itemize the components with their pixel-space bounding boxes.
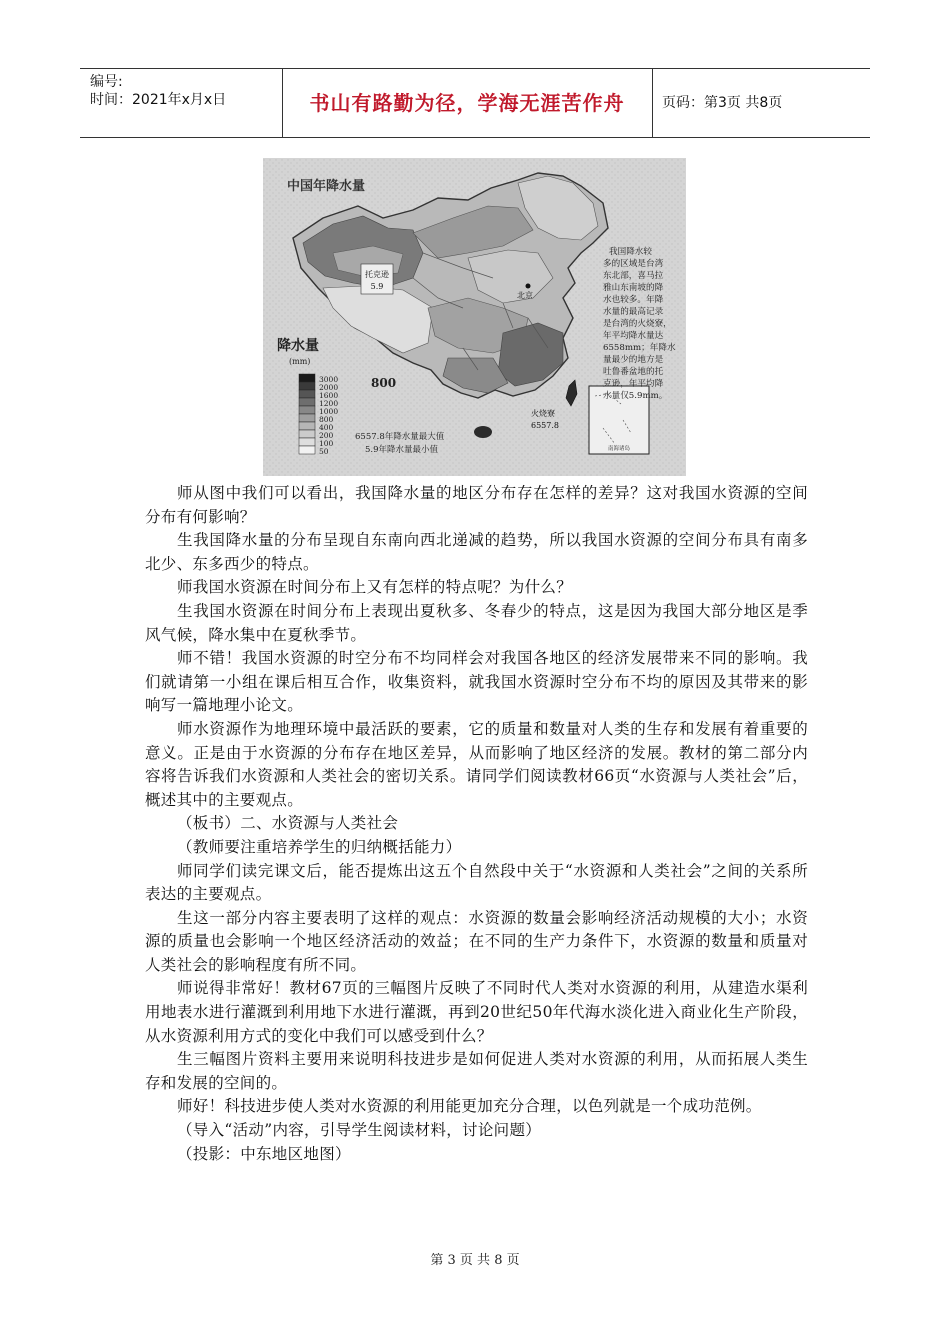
legend-value: 1000 <box>319 407 339 416</box>
header-page-number: 页码：第3页 共8页 <box>662 95 783 111</box>
side-note-line: 6558mm；年降水 <box>603 343 676 353</box>
side-note-line: 是台湾的火烧寮， <box>603 319 672 329</box>
paragraph: 生我国水资源在时间分布上表现出夏秋多、冬春少的特点，这是因为我国大部分地区是季风气候，降水集中在夏秋季节。 <box>145 601 808 644</box>
side-note-line: 克逊，年平均降 <box>603 379 664 389</box>
paragraph: 师好！科技进步使人类对水资源的利用能更加充分合理，以色列就是一个成功范例。 <box>177 1097 762 1116</box>
legend-value: 800 <box>319 415 334 424</box>
paragraph: （教师要注重培养学生的归纳概括能力） <box>177 837 462 856</box>
side-note-line: 多的区域是台湾 <box>603 259 664 269</box>
huoshaoliao-label: 火烧寮 <box>531 409 555 418</box>
legend-value: 200 <box>319 431 334 440</box>
paragraph: 生我国降水量的分布呈现自东南向西北递减的趋势，所以我国水资源的空间分布具有南多北少、东多西少的特点。 <box>145 531 808 573</box>
side-note-line: 水也较多。年降 <box>603 295 664 305</box>
huoshaoliao-value: 6557.8 <box>531 421 559 430</box>
paragraph: 师说得非常好！教材67页的三幅图片反映了不同时代人类对水资源的利用，从建造水渠利用地表水进行灌溉到利用地下水进行灌溉，再到20世纪50年代海水淡化进入商业化生产阶段，从水资源利用方式的变化中我们可以感受到什么？ <box>145 979 808 1045</box>
header-motto: 书山有路勤为径，学海无涯苦作舟 <box>309 91 625 115</box>
legend-value: 3000 <box>319 375 339 384</box>
footer-page-number: 第 3 页 共 8 页 <box>430 1253 520 1268</box>
side-note-line: 量最少的地方是 <box>603 355 664 365</box>
paragraph: 师从图中我们可以看出，我国降水量的地区分布存在怎样的差异？这对我国水资源的空间分布有何影响？ <box>145 484 808 526</box>
side-note-line: 东北部，喜马拉 <box>603 271 664 281</box>
beijing-marker <box>526 284 531 289</box>
lesson-body <box>145 482 808 1166</box>
document-date-label: 时间：2021年x月x日 <box>90 92 227 108</box>
header-left-cell <box>80 69 283 137</box>
precipitation-map-figure <box>263 158 686 476</box>
paragraph: 生三幅图片资料主要用来说明科技进步是如何促进人类对水资源的利用，从而拓展人类生存和发展的空间的。 <box>145 1050 808 1092</box>
side-note-line: 我国降水较 <box>609 247 652 257</box>
hainan-island <box>474 426 492 438</box>
legend-title: 降水量 <box>277 338 319 354</box>
tuokexun-label: 托克逊 <box>365 270 389 279</box>
paragraph: （导入“活动”内容，引导学生阅读材料，讨论问题） <box>177 1121 542 1140</box>
paragraph: 师我国水资源在时间分布上又有怎样的特点呢？为什么？ <box>177 578 573 597</box>
side-note-line: 吐鲁番盆地的托 <box>603 367 664 377</box>
legend-value: 50 <box>319 447 329 456</box>
paragraph: （板书）二、水资源与人类社会 <box>177 814 399 833</box>
contour-800-label: 800 <box>371 376 397 390</box>
legend-value: 1200 <box>319 399 339 408</box>
header-motto-cell <box>282 69 653 137</box>
side-note-line: 水量的最高记录 <box>603 307 664 317</box>
paragraph: （投影：中东地区地图） <box>177 1144 351 1163</box>
legend-unit: (mm) <box>289 357 311 366</box>
paragraph: 生这一部分内容主要表明了这样的观点：水资源的数量会影响经济活动规模的大小；水资源的质量也会影响一个地区经济活动的效益；在不同的生产力条件下，水资源的数量和质量对人类社会的影响程度有所不同。 <box>145 908 808 974</box>
side-note-line: 雅山东南坡的降 <box>603 283 664 293</box>
note-max: 6557.8年降水量最大值 <box>355 432 445 442</box>
page-header <box>80 68 870 138</box>
side-note-line: 年平均降水量达 <box>603 331 664 341</box>
legend-swatches <box>299 374 315 454</box>
paragraph: 师不错！我国水资源的时空分布不均同样会对我国各地区的经济发展带来不同的影响。我们就请第一小组在课后相互合作，收集资料，就我国水资源时空分布不均的原因及其带来的影响写一篇地理小论文。 <box>145 649 808 715</box>
paragraph: 师同学们读完课文后，能否提炼出这五个自然段中关于“水资源和人类社会”之间的关系所表达的主要观点。 <box>145 861 808 904</box>
legend-value: 100 <box>319 439 334 448</box>
beijing-label: 北京 <box>517 291 533 300</box>
inset-label: 南海诸岛 <box>607 446 631 452</box>
document-number-label: 编号: <box>90 74 123 90</box>
header-page-cell <box>652 69 870 137</box>
china-precipitation-map <box>263 158 686 476</box>
tuokexun-value: 5.9 <box>370 282 384 291</box>
note-min: 5.9年降水量最小值 <box>365 445 439 455</box>
side-note-line: 水量仅5.9mm。 <box>603 391 668 401</box>
map-title: 中国年降水量 <box>287 179 366 194</box>
legend-value: 1600 <box>319 391 339 400</box>
paragraph: 师水资源作为地理环境中最活跃的要素，它的质量和数量对人类的生存和发展有着重要的意义。正是由于水资源的分布存在地区差异，从而影响了地区经济的发展。教材的第二部分内容将告诉我们水资源和人类社会的密切关系。请同学们阅读教材66页“水资源与人类社会”后，概述其中的主要观点。 <box>145 719 808 809</box>
legend-value: 2000 <box>319 383 339 392</box>
page-footer <box>0 1249 950 1268</box>
legend-value: 400 <box>319 423 334 432</box>
